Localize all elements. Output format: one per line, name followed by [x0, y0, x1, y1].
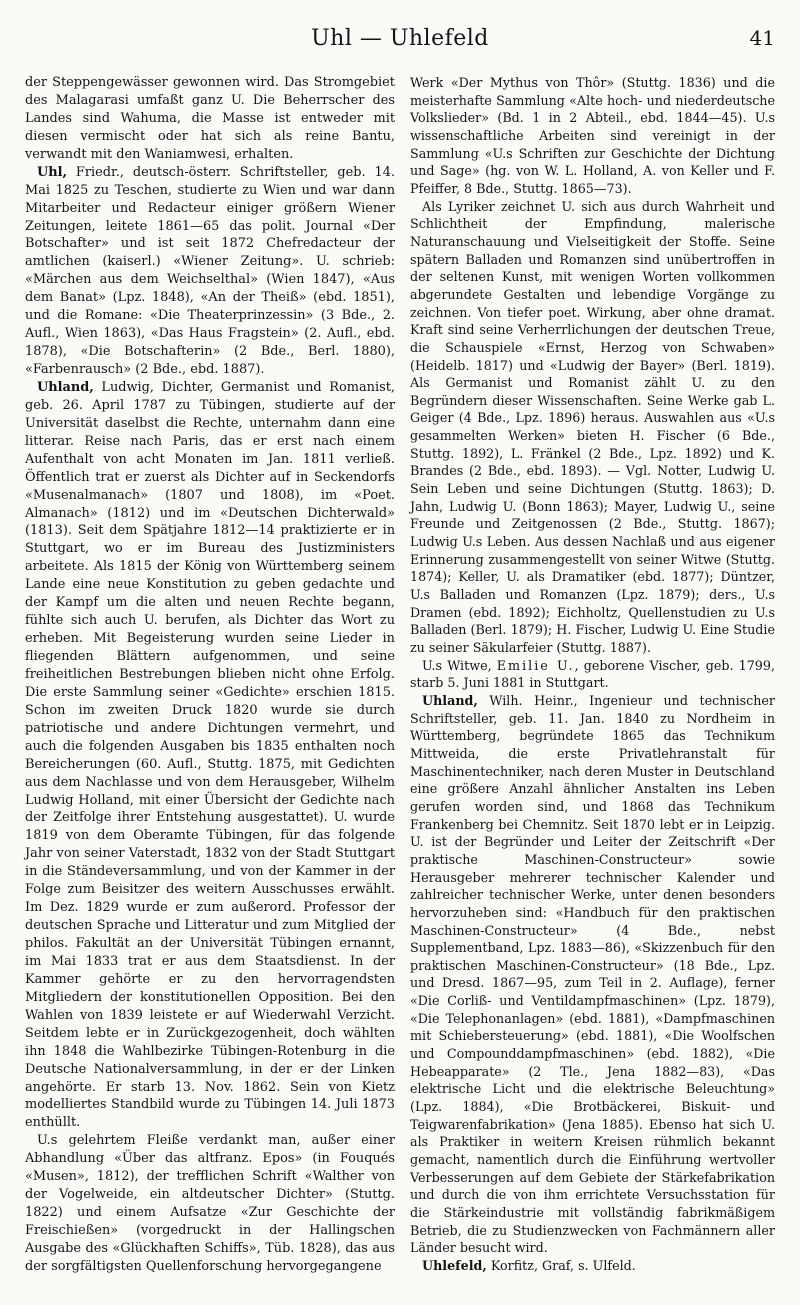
page-header	[25, 26, 775, 60]
left-column	[25, 74, 395, 1276]
headword: Uhland,	[422, 692, 478, 708]
page-number: 41	[749, 26, 775, 50]
paragraph-uhland-lyric: Als Lyriker zeichnet U. sich aus durch Wahrheit und Schlichtheit der Empfindung, malerische Naturanschauung und Vielseitigkeit der Stoffe. Seine spätern Balladen und Romanzen sind unübertroffen in der seltenen Kunst, mit wenigen Worten vollkommen abgerundete Gestalten und lebendige Vorgänge zu zeichnen. Von tiefer poet. Wirkung, aber ohne dramat. Kraft sind seine Verherrlichungen der deutschen Treue, die Schauspiele «Ernst, Herzog von Schwaben» (Heidelb. 1817) und «Ludwig der Bayer» (Berl. 1819). Als Germanist und Romanist zählt U. zu den Begründern dieser Wissenschaften. Seine Werke gab L. Geiger (4 Bde., Lpz. 1896) heraus. Auswahlen aus «U.s gesammelten Werken» bieten H. Fischer (6 Bde., Stuttg. 1892), L. Fränkel (2 Bde., Lpz. 1892) und K. Brandes (2 Bde., ebd. 1893). — Vgl. Notter, Ludwig U. Sein Leben und seine Dichtungen (Stuttg. 1863); D. Jahn, Ludwig U. (Bonn 1863); Mayer, Ludwig U., seine Freunde und Zeitgenossen (2 Bde., Stuttg. 1867); Ludwig U.s Leben. Aus dessen Nachlaß und aus eigener Erinnerung zusammengestellt von seiner Witwe (Stuttg. 1874); Keller, U. als Dramatiker (ebd. 1877); Düntzer, U.s Balladen und Romanzen (Lpz. 1879); ders., U.s Dramen (ebd. 1892); Eichholtz, Quellenstudien zu U.s Balladen (Berl. 1879); H. Fischer, Ludwig U. Eine Studie zu seiner Säkularfeier (Stuttg. 1887).	[410, 198, 775, 655]
entry-uhland-wilhelm: Uhland, Wilh. Heinr., Ingenieur und technischer Schriftsteller, geb. 11. Jan. 1840 zu Nordheim in Württemberg, begründete 1865 das Technikum Mittweida, die erste Privatlehranstalt für Maschinentechniker, nach deren Muster in Deutschland eine größere Anzahl ähnlicher Anstalten ins Leben gerufen worden sind, und 1868 das Technikum Frankenberg bei Chemnitz. Seit 1870 lebt er in Leipzig. U. ist der Begründer und Leiter der Zeitschrift «Der praktische Maschinen-Constructeur» sowie Herausgeber mehrerer technischer Kalender und zahlreicher technischer Werke, unter denen besonders hervorzuheben sind: «Handbuch für den praktischen Maschinen-Constructeur» (4 Bde., nebst Supplementband, Lpz. 1883—86), «Skizzenbuch für den praktischen Maschinen-Constructeur» (18 Bde., Lpz. und Dresd. 1867—95, zum Teil in 2. Auflage), ferner «Die Corliß- und Ventildampfmaschinen» (Lpz. 1879), «Die Telephonanlagen» (ebd. 1881), «Dampfmaschinen mit Schiebersteuerung» (ebd. 1881), «Die Woolfschen und Compounddampfmaschinen» (ebd. 1882), «Die Hebeapparate» (2 Tle., Jena 1882—83), «Das elektrische Licht und die elektrische Beleuchtung» (Lpz. 1884), «Die Brotbäckerei, Biskuit- und Teigwarenfabrikation» (Jena 1885). Ebenso hat sich U. als Praktiker in weitern Kreisen rühmlich bekannt gemacht, namentlich durch die Einführung wertvoller Verbesserungen auf dem Gebiete der Stärkefabrikation und durch die von ihm errichtete Versuchsstation für die Stärkeindustrie mit vollständig fabrikmäßigem Betrieb, die zu Studienzwecken von Fachmännern aller Länder besucht wird.	[410, 692, 775, 1256]
paragraph-steppen-cont: der Steppengewässer gewonnen wird. Das Stromgebiet des Malagarasi umfaßt ganz U. Die Beherrscher des Landes sind Wahuma, die Masse ist entweder mit diesen vermischt oder hat sich als reine Bantu, verwandt mit den Waniamwesi, erhalten.	[25, 75, 395, 162]
entry-uhland-ludwig: Uhland, Ludwig, Dichter, Germanist und Romanist, geb. 26. April 1787 zu Tübingen, studierte auf der Universität daselbst die Rechte, unternahm dann eine litterar. Reise nach Paris, das er erst nach einem Aufenthalt von acht Monaten im Jan. 1811 verließ. Öffentlich trat er zuerst als Dichter auf in Seckendorfs «Musenalmanach» (1807 und 1808), im «Poet. Almanach» (1812) und im «Deutschen Dichterwald» (1813). Seit dem Spätjahre 1812—14 praktizierte er in Stuttgart, wo er im Bureau des Justizministers arbeitete. Als 1815 der König von Württemberg seinem Lande eine neue Konstitution zu geben gedachte und der Kampf um die alten und neuen Rechte begann, fühlte sich auch U. berufen, als Dichter das Wort zu erheben. Mit Begeisterung wurden seine Lieder in fliegenden Blättern aufgenommen, und seine freiheitlichen Bestrebungen blieben nicht ohne Erfolg. Die erste Sammlung seiner «Gedichte» erschien 1815. Schon im zweiten Druck 1820 wurde sie durch patriotische und andere Dichtungen vermehrt, und auch die folgenden Ausgaben bis 1835 enthalten noch Bereicherungen (60. Aufl., Stuttg. 1875, mit Gedichten aus dem Nachlasse und von dem Herausgeber, Wilhelm Ludwig Holland, mit einer Übersicht der Gedichte nach der Zeitfolge ihrer Entstehung ausgestattet). U. wurde 1819 von dem Oberamte Tübingen, für das folgende Jahr von seiner Vaterstadt, 1832 von der Stadt Stuttgart in die Ständeversammlung, und von der Kammer in der Folge zum Beisitzer des weitern Ausschusses erwählt. Im Dez. 1829 wurde er zum außerord. Professor der deutschen Sprache und Litteratur und zum Mitglied der philos. Fakultät an der Universität Tübingen ernannt, im Mai 1833 trat er aus dem Staatsdienst. In der Kammer gehörte er zu den hervorragendsten Mitgliedern der konstitutionellen Opposition. Bei den Wahlen von 1839 leistete er auf Wiederwahl Verzicht. Seitdem lebte er in Zurückgezogenheit, doch wählten ihn 1848 die Wahlbezirke Tübingen-Rotenburg in die Deutsche Nationalversammlung, in der er der Linken angehörte. Er starb 13. Nov. 1862. Sein von Kietz modelliertes Standbild wurde zu Tübingen 14. Juli 1873 enthüllt.	[25, 379, 395, 1131]
entry-uhlefeld: Uhlefeld, Korfitz, Graf, s. Ulfeld.	[422, 1257, 636, 1273]
headword: Uhl,	[37, 164, 67, 180]
paragraph-uhland-widow: U.s Witwe, Emilie U., geborene Vischer, geb. 1799, starb 5. Juni 1881 in Stuttgart.	[410, 657, 775, 691]
right-column	[410, 74, 775, 1275]
spaced-name: Emilie U.	[496, 657, 575, 673]
running-head: Uhl — Uhlefeld	[311, 26, 489, 51]
paragraph-uhland-works-cont: Werk «Der Mythus von Thôr» (Stuttg. 1836) und die meisterhafte Sammlung «Alte hoch- und niederdeutsche Volkslieder» (Bd. 1 in 2 Abteil., ebd. 1844—45). U.s wissenschaftliche Arbeiten sind vereinigt in der Sammlung «U.s Schriften zur Geschichte der Dichtung und Sage» (hg. von W. L. Holland, A. von Keller und F. Pfeiffer, 8 Bde., Stuttg. 1865—73).	[410, 75, 775, 196]
paragraph-uhland-scholarship: U.s gelehrtem Fleiße verdankt man, außer einer Abhandlung «Über das altfranz. Epos» (in Fouqués «Musen», 1812), der trefflichen Schrift «Walther von der Vogelweide, ein altdeutscher Dichter» (Stuttg. 1822) und einem Aufsatze «Zur Geschichte der Freischießen» (vorgedruckt in der Hallingschen Ausgabe des «Glückhaften Schiffs», Tüb. 1828), das aus der sorgfältigsten Quellenforschung hervorgegangene	[25, 1133, 395, 1274]
entry-uhl-friedrich: Uhl, Friedr., deutsch-österr. Schriftsteller, geb. 14. Mai 1825 zu Teschen, studierte zu Wien und war dann Mitarbeiter und Redacteur einiger größern Wiener Zeitungen, leitete 1861—65 das polit. Journal «Der Botschafter» und ist seit 1872 Chefredacteur der amtlichen (kaiserl.) «Wiener Zeitung». U. schrieb: «Märchen aus dem Weichselthal» (Wien 1847), «Aus dem Banat» (Lpz. 1848), «An der Theiß» (ebd. 1851), und die Romane: «Die Theaterprinzessin» (3 Bde., 2. Aufl., Wien 1863), «Das Haus Fragstein» (2. Aufl., ebd. 1878), «Die Botschafterin» (2 Bde., Berl. 1880), «Farbenrausch» (2 Bde., ebd. 1887).	[25, 164, 395, 377]
headword: Uhlefeld,	[422, 1257, 487, 1273]
headword: Uhland,	[37, 379, 94, 395]
